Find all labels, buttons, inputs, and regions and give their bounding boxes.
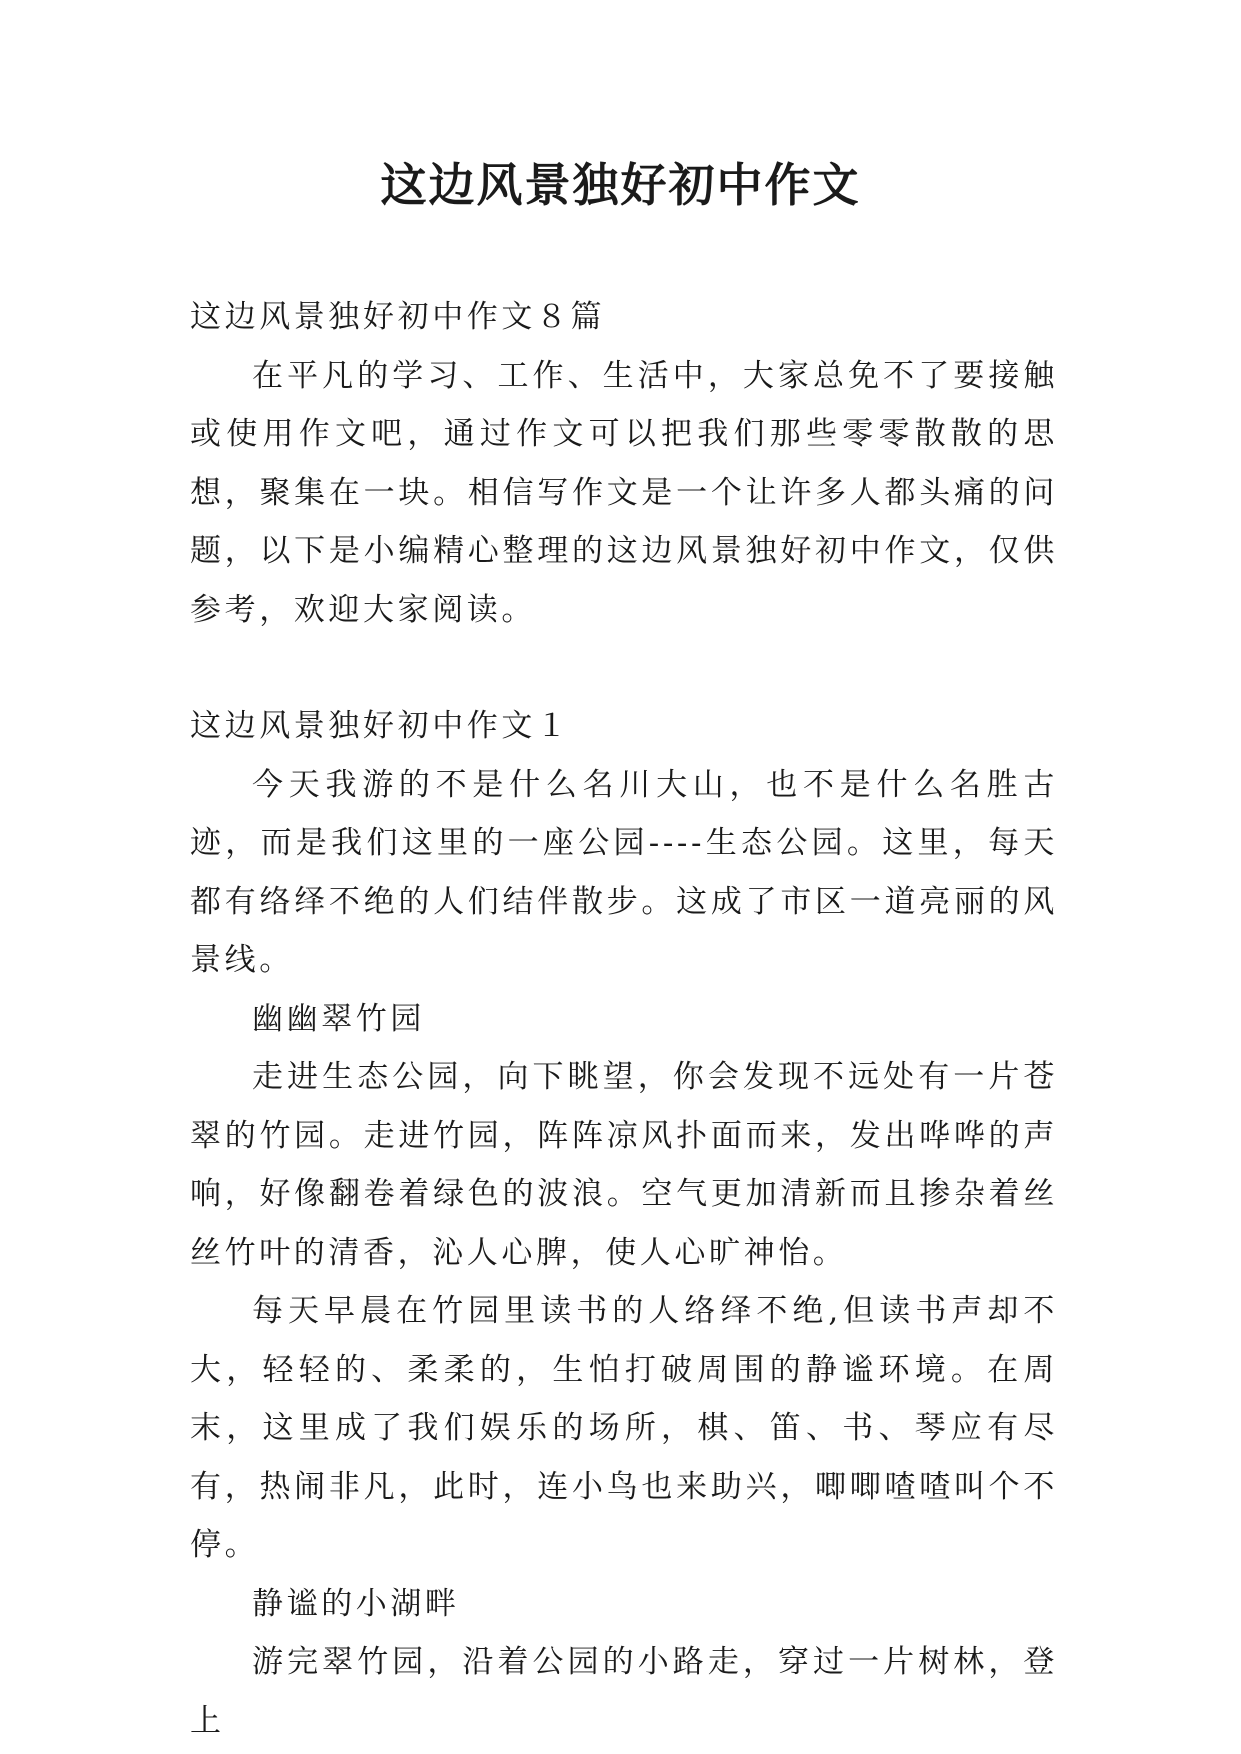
document-title: 这边风景独好初中作文 (380, 158, 861, 212)
essay-1-subheading-lakeside: 静谧的小湖畔 (252, 1585, 460, 1622)
essay-1-paragraph: 走进生态公园，向下眺望，你会发现不远处有一片苍翠的竹园。走进竹园，阵阵凉风扑面而来，发出哗哗的声响，好像翻卷着绿色的波浪。空气更加清新而且掺杂着丝丝竹叶的清香，沁人心脾，使人心旷神怡。 (190, 1059, 1058, 1271)
intro-heading: 这边风景独好初中作文８篇 (190, 299, 606, 335)
essay-1-paragraph: 每天早晨在竹园里读书的人络绎不绝,但读书声却不大，轻轻的、柔柔的，生怕打破周围的静谧环境。在周末，这里成了我们娱乐的场所，棋、笛、书、琴应有尽有，热闹非凡，此时，连小鸟也来助兴，唧唧喳喳叫个不停。 (190, 1293, 1058, 1563)
essay-1-paragraph: 游完翠竹园，沿着公园的小路走，穿过一片树林，登上 (190, 1644, 1058, 1739)
document-body (190, 288, 1058, 1750)
intro-paragraph: 在平凡的学习、工作、生活中，大家总免不了要接触或使用作文吧，通过作文可以把我们那些零零散散的思想，聚集在一块。相信写作文是一个让许多人都头痛的问题，以下是小编精心整理的这边风景独好初中作文，仅供参考，欢迎大家阅读。 (190, 357, 1058, 628)
section-spacer (190, 639, 1058, 697)
essay-1-paragraph: 今天我游的不是什么名川大山，也不是什么名胜古迹，而是我们这里的一座公园----生态公园。这里，每天都有络绎不绝的人们结伴散步。这成了市区一道亮丽的风景线。 (190, 766, 1058, 978)
essay-1-heading: 这边风景独好初中作文１ (190, 708, 571, 744)
essay-1-subheading-bamboo-garden: 幽幽翠竹园 (252, 1000, 425, 1037)
